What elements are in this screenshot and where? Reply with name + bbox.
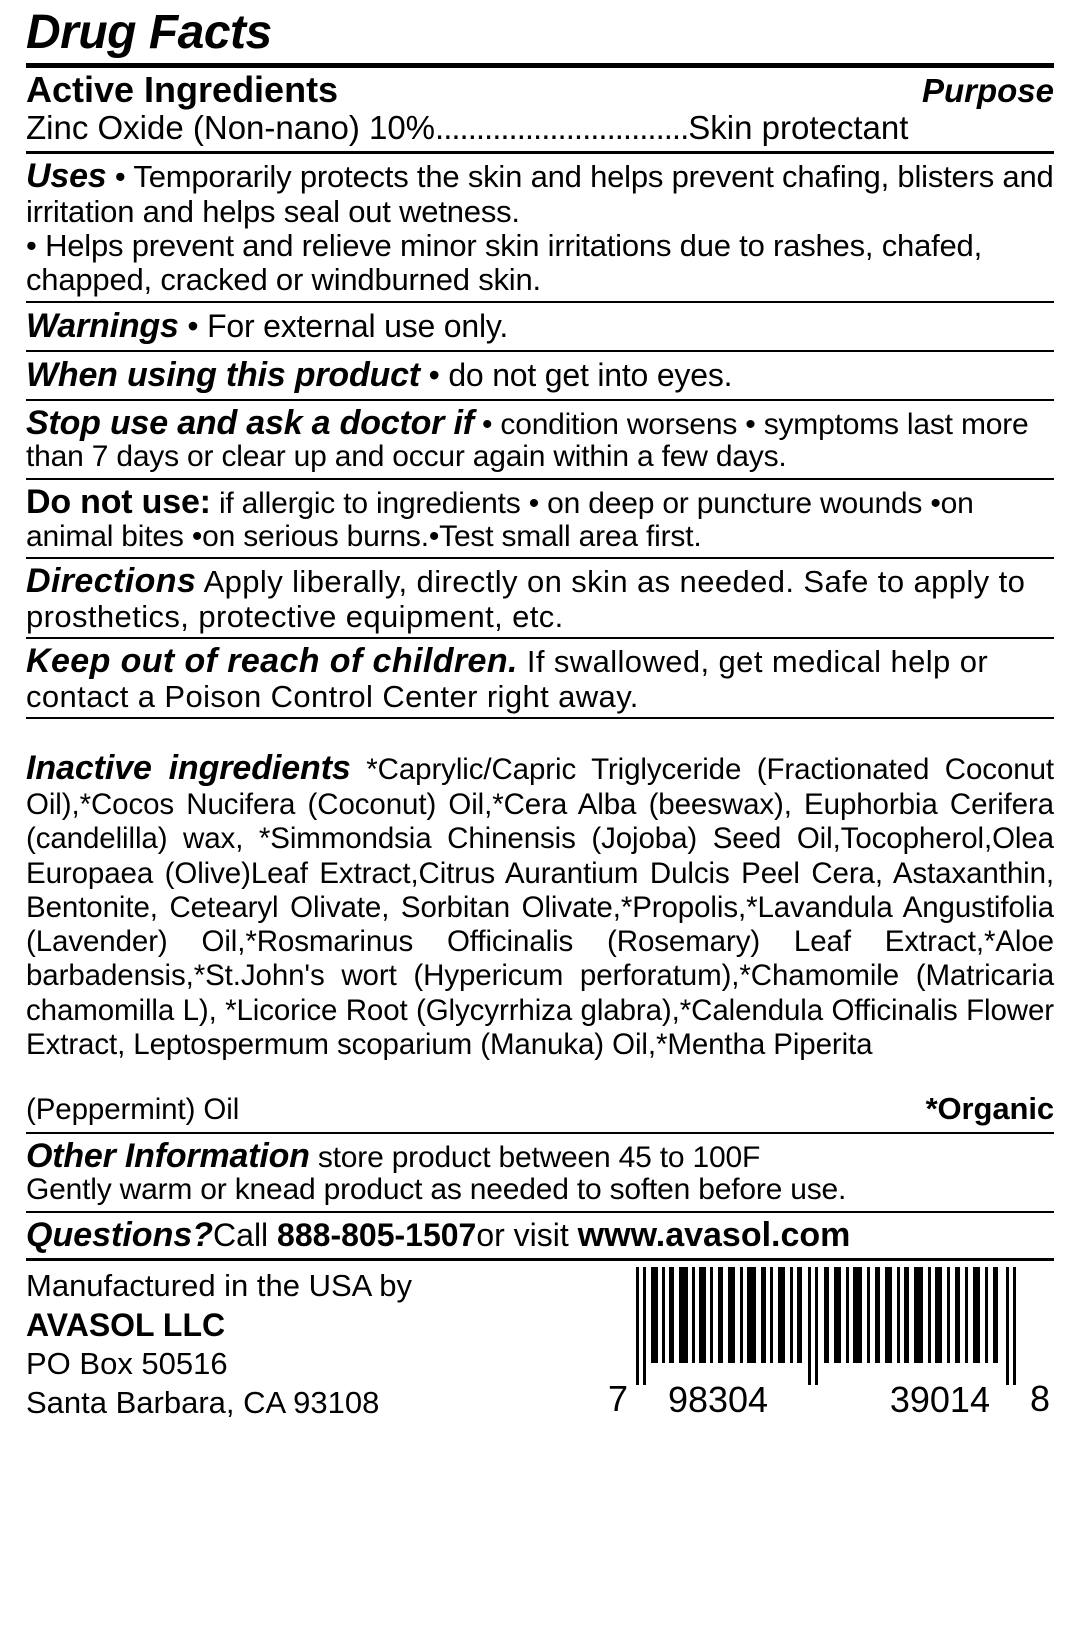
visit-label: or visit xyxy=(476,1216,569,1253)
barcode-left-digit: 7 xyxy=(607,1378,628,1420)
keep-out-text: If swallowed, get medical help or contact a Poison Control Center right away. xyxy=(26,644,989,714)
barcode-group-1: 98304 xyxy=(667,1379,769,1421)
warnings-heading: Warnings xyxy=(26,307,179,346)
footer xyxy=(26,1267,1054,1422)
divider xyxy=(26,350,1054,352)
active-ingredients-header-row xyxy=(26,71,1054,109)
divider xyxy=(26,637,1054,639)
when-using-section xyxy=(26,356,1054,395)
uses-heading: Uses xyxy=(26,156,107,195)
divider xyxy=(26,399,1054,401)
questions-section xyxy=(26,1217,1054,1254)
inactive-ingredients-text: *Caprylic/Capric Triglyceride (Fractionated Coconut Oil),*Cocos Nucifera (Coconut) Oil,*Cera Alba (beeswax), Euphorbia Cerifera (candelilla) wax, *Simmondsia Chinensis (Jojoba) Seed Oil,Tocopherol,Olea Europaea (Olive)Leaf Extract,Citrus Aurantium Dulcis Peel Cera, Astaxanthin, Bentonite, Cetearyl Olivate, Sorbitan Olivate,*Propolis,*Lavandula Angustifolia (Lavender) Oil,*Rosmarinus Officinalis (Rosemary) Leaf Extract,*Aloe barbadensis,*St.John's wort (Hypericum perforatum),*Chamomile (Matricaria chamomilla L), *Licorice Root (Glycyrrhiza glabra),*Calendula Officinalis Flower Extract, Leptospermum scoparium (Manuka) Oil,*Mentha Piperita xyxy=(26,752,1054,1061)
page-title: Drug Facts xyxy=(26,6,272,59)
directions-section xyxy=(26,563,1054,633)
uses-bullet-1: • Temporarily protects the skin and helps prevent chafing, blisters and irritation and helps seal out wetness. xyxy=(26,158,1054,229)
barcode xyxy=(608,1267,1054,1421)
divider-bottom xyxy=(26,1258,1054,1261)
divider xyxy=(26,717,1054,719)
divider-thick xyxy=(26,63,1054,68)
website-link[interactable]: www.avasol.com xyxy=(577,1215,851,1254)
divider xyxy=(26,301,1054,303)
call-label: Call xyxy=(213,1216,269,1253)
directions-text: Apply liberally, directly on skin as needed. Safe to apply to prosthetics, protective equipment, etc. xyxy=(26,563,1026,634)
barcode-group-2: 39014 xyxy=(889,1379,990,1421)
active-ingredients-heading: Active Ingredients xyxy=(26,69,339,111)
manufactured-line: Manufactured in the USA by xyxy=(26,1268,413,1304)
do-not-use-text: if allergic to ingredients • on deep or puncture wounds •on animal bites •on serious burns.•Test small area first. xyxy=(26,486,974,553)
warnings-section xyxy=(26,307,1054,346)
do-not-use-heading: Do not use: xyxy=(26,482,211,521)
other-information-section xyxy=(26,1138,1054,1207)
inactive-last-line: (Peppermint) Oil xyxy=(26,1093,240,1127)
active-ingredient-purpose: Skin protectant xyxy=(688,108,909,146)
uses-section xyxy=(26,158,1054,298)
do-not-use-section xyxy=(26,484,1054,553)
divider xyxy=(26,478,1054,480)
inactive-last-row xyxy=(26,1091,1054,1127)
keep-out-heading: Keep out of reach of children. xyxy=(26,642,518,681)
when-using-heading: When using this product xyxy=(26,355,420,394)
divider xyxy=(26,557,1054,559)
questions-heading: Questions? xyxy=(26,1215,214,1254)
stop-use-text: • condition worsens • symptoms last more than 7 days or clear up and occur again within a few days. xyxy=(26,407,1029,474)
manufacturer-address xyxy=(26,1267,412,1422)
other-information-line-2: Gently warm or knead product as needed to soften before use. xyxy=(26,1173,847,1207)
active-ingredient-name: Zinc Oxide (Non-nano) 10% xyxy=(26,108,436,146)
active-ingredient-row xyxy=(26,110,1054,147)
divider xyxy=(26,1211,1054,1213)
other-information-line-1: store product between 45 to 100F xyxy=(317,1140,761,1174)
divider xyxy=(26,1132,1054,1134)
uses-bullet-2: • Helps prevent and relieve minor skin irritations due to rashes, chafed, chapped, cracked or windburned skin. xyxy=(26,227,983,298)
stop-use-heading: Stop use and ask a doctor if xyxy=(26,403,474,442)
stop-use-section xyxy=(26,405,1054,474)
keep-out-of-reach-section xyxy=(26,643,1054,713)
divider xyxy=(26,151,1054,154)
directions-heading: Directions xyxy=(26,561,197,600)
leader-dots: ............................... xyxy=(435,108,689,146)
other-information-heading: Other Information xyxy=(26,1136,310,1175)
warnings-text: • For external use only. xyxy=(187,308,509,345)
city-state-zip: Santa Barbara, CA 93108 xyxy=(26,1384,380,1420)
phone-number[interactable]: 888-805-1507 xyxy=(277,1216,477,1253)
organic-note: *Organic xyxy=(925,1091,1054,1127)
inactive-ingredients-heading: Inactive ingredients xyxy=(26,748,351,787)
when-using-text: • do not get into eyes. xyxy=(428,356,733,393)
po-box: PO Box 50516 xyxy=(26,1346,228,1382)
company-name: AVASOL LLC xyxy=(26,1306,226,1343)
barcode-numbers xyxy=(634,1379,1024,1421)
barcode-bars-icon xyxy=(634,1267,1024,1385)
purpose-heading: Purpose xyxy=(921,72,1054,110)
barcode-right-digit: 8 xyxy=(1029,1378,1050,1420)
inactive-ingredients-section xyxy=(26,749,1054,1128)
